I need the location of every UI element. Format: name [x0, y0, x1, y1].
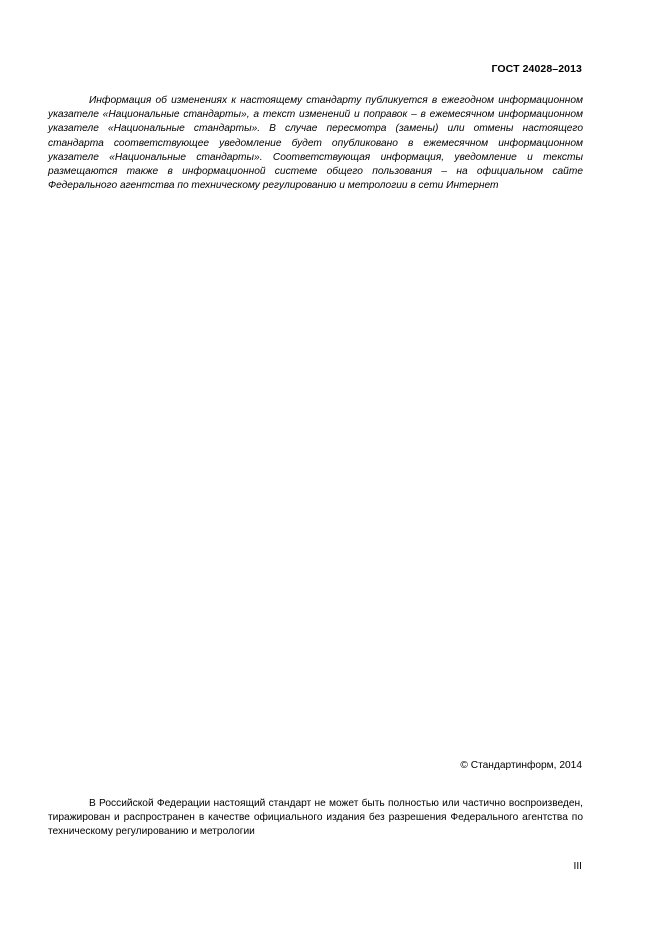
page-number: III: [573, 861, 582, 872]
copyright-notice: © Стандартинформ, 2014: [460, 760, 582, 771]
publication-info-paragraph: Информация об изменениях к настоящему стандарту публикуется в ежегодном информационном указателе «Национальные стандарты», а текст изменений и поправок – в ежемесячном информационном указателе «Национальные стандарты». В случае пересмотра (замены) или отмены настоящего стандарта соответствующее уведомление будет опубликовано в ежемесячном информационном указателе «Национальные стандарты». Соответствующая информация, уведомление и тексты размещаются также в информационной системе общего пользования – на официальном сайте Федерального агентства по техническому регулированию и метрологии в сети Интернет: [48, 95, 583, 192]
standard-code-header: ГОСТ 24028–2013: [491, 63, 582, 75]
reproduction-restriction-paragraph: В Российской Федерации настоящий стандарт не может быть полностью или частично воспроизведен, тиражирован и распространен в качестве официального издания без разрешения Федерального агентства по техническому регулированию и метрологии: [48, 798, 583, 838]
